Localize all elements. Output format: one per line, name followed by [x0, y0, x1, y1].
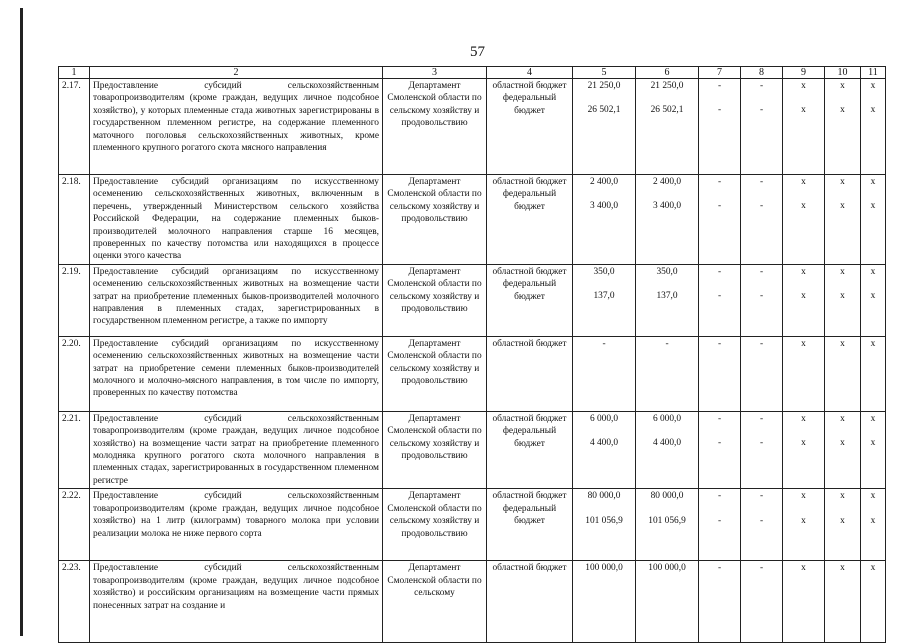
col9-value-2 [786, 575, 821, 587]
col8-value-1: - [759, 81, 764, 91]
col6-value-2: 3 400,0 [652, 201, 682, 212]
col10-cell [825, 175, 861, 265]
col9-cell [783, 264, 825, 336]
col6-value-2: 26 502,1 [650, 105, 684, 116]
funding-source-federal: федеральный бюджет [502, 279, 557, 302]
col8-value-2 [744, 575, 779, 587]
col10-value-2: х [840, 515, 845, 526]
item-description: Предоставление субсидий организациям по искусственному осеменению сельскохозяйственных животных на возмещение части затрат на приобретение племенных быков-производителей молочного направления в племенных стадах, зарегистрированных в государственном племенном регистре, а также по импорту [90, 264, 383, 336]
funding-source-federal: федеральный бюджет [502, 189, 557, 212]
column-header: 4 [487, 67, 573, 79]
funding-source-regional: областной бюджет [492, 563, 567, 574]
item-description: Предоставление субсидий сельскохозяйственным товаропроизводителям (кроме граждан, ведущих личное подсобное хозяйство) и российским организациям на возмещение части прямых понесенных затрат на создание и [90, 561, 383, 643]
col11-value-1: х [870, 177, 876, 187]
funding-source-regional: областной бюджет [492, 491, 567, 502]
col7-cell [699, 264, 741, 336]
col7-value-2 [702, 350, 737, 362]
col10-value-1: х [840, 177, 845, 187]
item-description: Предоставление субсидий организациям по искусственному осеменению сельскохозяйственных животных, включенным в перечень, утвержденный Министерством сельского хозяйства Российской Федерации, на содержание племенных быков-производителей молочного направления старше 16 месяцев, проверенных по качеству потомства или находящихся в процессе оценки этого качества [90, 175, 383, 265]
col7-cell [699, 79, 741, 175]
col10-cell [825, 411, 861, 488]
column-header: 8 [741, 67, 783, 79]
column-number-row [59, 67, 886, 79]
responsible-department: Департамент Смоленской области по сельскому хозяйству и продовольствию [383, 336, 487, 411]
responsible-department: Департамент Смоленской области по сельскому [383, 561, 487, 643]
funding-source-federal: федеральный бюджет [502, 503, 557, 527]
col11-value-1: х [870, 413, 876, 424]
col5-value-1: 2 400,0 [589, 177, 619, 187]
col6-value-1: 2 400,0 [652, 177, 682, 187]
col5-value-2: 101 056,9 [585, 515, 623, 526]
col10-cell [825, 264, 861, 336]
col7-value-1: - [717, 563, 722, 574]
col6-cell [636, 79, 699, 175]
col7-value-2: - [717, 201, 722, 212]
column-header: 10 [825, 67, 861, 79]
col7-cell [699, 411, 741, 488]
col10-value-2: х [840, 105, 845, 116]
col10-value-1: х [840, 81, 845, 91]
col11-value-1: х [870, 491, 876, 502]
col10-value-1: х [840, 266, 845, 277]
funding-source-cell [487, 411, 573, 488]
col8-cell [741, 264, 783, 336]
col5-value-1: 6 000,0 [589, 413, 619, 424]
table-row [59, 264, 886, 336]
funding-source-federal: федеральный бюджет [502, 426, 557, 449]
col8-cell [741, 561, 783, 643]
col5-cell [573, 264, 636, 336]
funding-source-regional: областной бюджет [492, 81, 567, 91]
col7-cell [699, 175, 741, 265]
col10-value-2: х [840, 438, 845, 449]
col11-cell [861, 561, 886, 643]
column-header: 6 [636, 67, 699, 79]
col6-value-1: 350,0 [656, 266, 678, 277]
col6-value-2 [639, 575, 695, 587]
item-number: 2.19. [59, 264, 90, 336]
col5-cell [573, 336, 636, 411]
item-description: Предоставление субсидий организациям по искусственному осеменению сельскохозяйственных животных на возмещение части затрат на приобретение семени племенных быков-производителей молочного и молочно-мясного направления, в том числе по импорту, проверенных по качеству потомства [90, 336, 383, 411]
col7-cell [699, 336, 741, 411]
col6-cell [636, 561, 699, 643]
col6-value-1: 80 000,0 [650, 491, 684, 502]
responsible-department: Департамент Смоленской области по сельскому хозяйству и продовольствию [383, 411, 487, 488]
column-header: 11 [861, 67, 886, 79]
column-header: 5 [573, 67, 636, 79]
item-number: 2.17. [59, 79, 90, 175]
col8-cell [741, 489, 783, 561]
col8-value-1: - [759, 563, 764, 574]
col11-cell [861, 264, 886, 336]
col7-value-1: - [717, 177, 722, 187]
col11-cell [861, 79, 886, 175]
col11-value-2 [864, 575, 882, 587]
col7-value-2: - [717, 515, 722, 526]
col6-value-1: 6 000,0 [652, 413, 682, 424]
col9-cell [783, 489, 825, 561]
col9-cell [783, 336, 825, 411]
page-number: 57 [470, 44, 485, 60]
col11-cell [861, 336, 886, 411]
funding-source-cell [487, 175, 573, 265]
col6-value-2: 137,0 [656, 291, 678, 302]
col9-value-1: х [801, 338, 806, 349]
col10-cell [825, 336, 861, 411]
col8-cell [741, 336, 783, 411]
col9-value-1: х [801, 491, 806, 502]
col8-value-1: - [759, 413, 764, 424]
col9-value-2: х [801, 291, 806, 302]
table-row [59, 561, 886, 643]
col6-value-2: 4 400,0 [652, 438, 682, 449]
item-description: Предоставление субсидий сельскохозяйственным товаропроизводителям (кроме граждан, ведущих личное подсобное хозяйство) на возмещение части затрат на приобретение племенного молодняка крупного рогатого скота молочного направления в племенных стадах, зарегистрированных в государственном племенном регистре [90, 411, 383, 488]
col11-cell [861, 175, 886, 265]
funding-source-cell [487, 336, 573, 411]
col6-value-1: 21 250,0 [650, 81, 684, 91]
responsible-department: Департамент Смоленской области по сельскому хозяйству и продовольствию [383, 79, 487, 175]
responsible-department: Департамент Смоленской области по сельскому хозяйству и продовольствию [383, 175, 487, 265]
program-measures-table [58, 66, 886, 643]
col6-cell [636, 175, 699, 265]
col9-value-2: х [801, 438, 806, 449]
col6-cell [636, 489, 699, 561]
col8-value-1: - [759, 338, 764, 349]
funding-source-cell [487, 264, 573, 336]
col11-value-2: х [870, 515, 876, 526]
funding-source-regional: областной бюджет [492, 266, 567, 277]
col11-value-2: х [870, 291, 876, 302]
page-left-border [20, 8, 23, 636]
col9-cell [783, 79, 825, 175]
col5-cell [573, 175, 636, 265]
item-number: 2.18. [59, 175, 90, 265]
col10-value-1: х [840, 413, 845, 424]
table-row [59, 336, 886, 411]
col10-value-1: х [840, 338, 845, 349]
col11-cell [861, 489, 886, 561]
col9-value-1: х [801, 177, 806, 187]
col8-value-1: - [759, 266, 764, 277]
item-number: 2.22. [59, 489, 90, 561]
col7-value-1: - [717, 81, 722, 91]
col9-cell [783, 561, 825, 643]
col5-value-1: 100 000,0 [585, 563, 623, 574]
col6-value-2: 101 056,9 [648, 515, 686, 526]
col10-value-2 [828, 575, 857, 587]
col5-value-2: 26 502,1 [587, 105, 621, 116]
col7-cell [699, 561, 741, 643]
col11-value-1: х [870, 266, 876, 277]
col7-cell [699, 489, 741, 561]
col10-value-1: х [840, 563, 845, 574]
funding-source-cell [487, 561, 573, 643]
col8-value-2: - [759, 515, 764, 526]
col9-cell [783, 411, 825, 488]
col7-value-2: - [717, 438, 722, 449]
col8-cell [741, 175, 783, 265]
item-number: 2.21. [59, 411, 90, 488]
col10-value-2 [828, 350, 857, 362]
col7-value-2: - [717, 291, 722, 302]
table-row [59, 79, 886, 175]
col11-value-2: х [870, 201, 876, 212]
col10-value-2: х [840, 291, 845, 302]
col8-value-2: - [759, 291, 764, 302]
col5-value-1: 21 250,0 [587, 81, 621, 91]
col10-cell [825, 79, 861, 175]
col5-value-2: 4 400,0 [589, 438, 619, 449]
col5-cell [573, 411, 636, 488]
col11-value-2 [864, 350, 882, 362]
col9-value-1: х [801, 413, 806, 424]
col8-value-2: - [759, 201, 764, 212]
col9-value-1: х [801, 81, 806, 91]
col7-value-2: - [717, 105, 722, 116]
col11-value-1: х [870, 338, 876, 349]
column-header: 2 [90, 67, 383, 79]
col7-value-1: - [717, 338, 722, 349]
item-number: 2.23. [59, 561, 90, 643]
col5-cell [573, 561, 636, 643]
funding-source-regional: областной бюджет [492, 177, 567, 187]
col7-value-1: - [717, 491, 722, 502]
col5-value-1: 350,0 [593, 266, 615, 277]
col11-cell [861, 411, 886, 488]
col11-value-1: х [870, 563, 876, 574]
col11-value-1: х [870, 81, 876, 91]
col11-value-2: х [870, 438, 876, 449]
funding-source-cell [487, 489, 573, 561]
col8-value-2: - [759, 105, 764, 116]
col6-value-2 [639, 350, 695, 362]
col8-value-1: - [759, 177, 764, 187]
funding-source-regional: областной бюджет [492, 338, 567, 349]
col8-value-1: - [759, 491, 764, 502]
funding-source-regional: областной бюджет [492, 413, 567, 424]
col5-cell [573, 79, 636, 175]
col6-value-1: 100 000,0 [648, 563, 686, 574]
item-description: Предоставление субсидий сельскохозяйственным товаропроизводителям (кроме граждан, ведущих личное подсобное хозяйство) на 1 литр (килограмм) товарного молока при условии реализации молока не ниже первого сорта [90, 489, 383, 561]
col7-value-2 [702, 575, 737, 587]
col8-value-2: - [759, 438, 764, 449]
col11-value-2: х [870, 105, 876, 116]
funding-source-cell [487, 79, 573, 175]
col5-value-1: - [602, 338, 606, 349]
col5-cell [573, 489, 636, 561]
col10-cell [825, 489, 861, 561]
funding-source-federal: федеральный бюджет [502, 93, 557, 116]
col8-cell [741, 79, 783, 175]
table-row [59, 411, 886, 488]
col7-value-1: - [717, 266, 722, 277]
col5-value-2: 3 400,0 [589, 201, 619, 212]
col9-value-2: х [801, 515, 806, 526]
column-header: 3 [383, 67, 487, 79]
col10-value-1: х [840, 491, 845, 502]
col9-cell [783, 175, 825, 265]
col6-cell [636, 411, 699, 488]
col5-value-2 [576, 575, 632, 587]
col5-value-1: 80 000,0 [587, 491, 621, 502]
col9-value-2: х [801, 201, 806, 212]
responsible-department: Департамент Смоленской области по сельскому хозяйству и продовольствию [383, 264, 487, 336]
responsible-department: Департамент Смоленской области по сельскому хозяйству и продовольствию [383, 489, 487, 561]
col9-value-1: х [801, 266, 806, 277]
col10-cell [825, 561, 861, 643]
col6-value-1: - [665, 338, 669, 349]
col9-value-1: х [801, 563, 806, 574]
table-row [59, 489, 886, 561]
column-header: 9 [783, 67, 825, 79]
table-row [59, 175, 886, 265]
col6-cell [636, 264, 699, 336]
col6-cell [636, 336, 699, 411]
item-description: Предоставление субсидий сельскохозяйственным товаропроизводителям (кроме граждан, ведущих личное подсобное хозяйство), у которых племенные стада животных зарегистрированы в государственном племенном регистре, на содержание племенного маточного поголовья сельскохозяйственных животных, кроме племенного крупного рогатого скота мясного направления [90, 79, 383, 175]
col8-cell [741, 411, 783, 488]
column-header: 7 [699, 67, 741, 79]
col8-value-2 [744, 350, 779, 362]
col7-value-1: - [717, 413, 722, 424]
col5-value-2 [576, 350, 632, 362]
col10-value-2: х [840, 201, 845, 212]
col5-value-2: 137,0 [593, 291, 615, 302]
item-number: 2.20. [59, 336, 90, 411]
col9-value-2 [786, 350, 821, 362]
col9-value-2: х [801, 105, 806, 116]
column-header: 1 [59, 67, 90, 79]
